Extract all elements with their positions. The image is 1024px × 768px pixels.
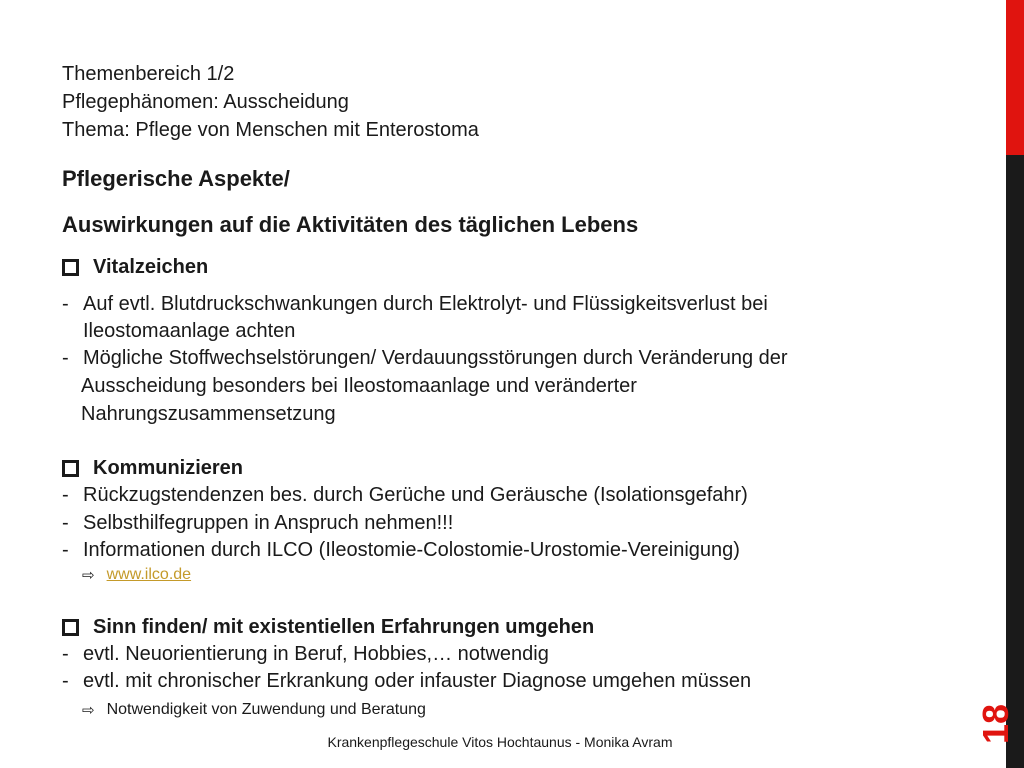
section-title-text: Kommunizieren [93,457,244,479]
square-bullet-icon [62,259,79,276]
square-bullet-icon [62,460,79,477]
list-item-continuation: Nahrungszusammensetzung [81,403,336,425]
dash-bullet: - [62,347,69,369]
list-item [62,643,549,666]
slide-number: 18 [975,703,1016,745]
list-item-continuation: Ileostomaanlage achten [83,320,296,342]
header-line-theme: Thema: Pflege von Menschen mit Enterostoma [62,119,479,141]
list-item [62,539,740,562]
list-item [62,670,751,693]
footer: Krankenpflegeschule Vitos Hochtaunus - Monika Avram [327,734,673,750]
header-block [62,60,479,144]
list-item-text: Rückzugstendenzen bes. durch Gerüche und Geräusche (Isolationsgefahr) [83,484,748,506]
list-item-continuation: Ausscheidung besonders bei Ileostomaanlage und veränderter [81,375,637,397]
note-row [82,701,426,719]
dash-bullet: - [62,484,69,506]
list-item-text: Selbsthilfegruppen in Anspruch nehmen!!! [83,512,454,534]
dash-bullet: - [62,670,69,692]
link-row [82,566,191,584]
section-vitalzeichen-title [62,256,208,279]
list-item [62,347,788,370]
dash-bullet: - [62,293,69,315]
section-title-text: Vitalzeichen [93,256,209,278]
dash-bullet: - [62,539,69,561]
header-line-phenomenon: Pflegephänomen: Ausscheidung [62,91,349,113]
heading-activities: Auswirkungen auf die Aktivitäten des täglichen Lebens [62,212,639,237]
header-line-topic: Themenbereich 1/2 [62,63,235,85]
ilco-link[interactable]: www.ilco.de [106,566,192,583]
list-item [62,512,453,535]
list-item-text: Mögliche Stoffwechselstörungen/ Verdauungsstörungen durch Veränderung der [83,347,788,369]
list-item [62,293,768,316]
square-bullet-icon [62,619,79,636]
arrow-right-icon: ⇨ [82,567,95,584]
dash-bullet: - [62,512,69,534]
list-item-text: evtl. Neuorientierung in Beruf, Hobbies,… notwendig [83,643,549,665]
list-item-text: Auf evtl. Blutdruckschwankungen durch Elektrolyt- und Flüssigkeitsverlust bei [83,293,768,315]
list-item-text: Informationen durch ILCO (Ileostomie-Colostomie-Urostomie-Vereinigung) [83,539,740,561]
heading-aspects: Pflegerische Aspekte/ [62,166,290,191]
section-title-text: Sinn finden/ mit existentiellen Erfahrungen umgehen [93,616,595,638]
list-item-text: evtl. mit chronischer Erkrankung oder infauster Diagnose umgehen müssen [83,670,752,692]
note-text: Notwendigkeit von Zuwendung und Beratung [106,701,426,718]
section-sinn-title [62,616,594,639]
list-item [62,484,748,507]
dark-bar [1006,155,1024,768]
arrow-right-icon: ⇨ [82,702,95,719]
dash-bullet: - [62,643,69,665]
section-kommunizieren-title [62,457,243,480]
